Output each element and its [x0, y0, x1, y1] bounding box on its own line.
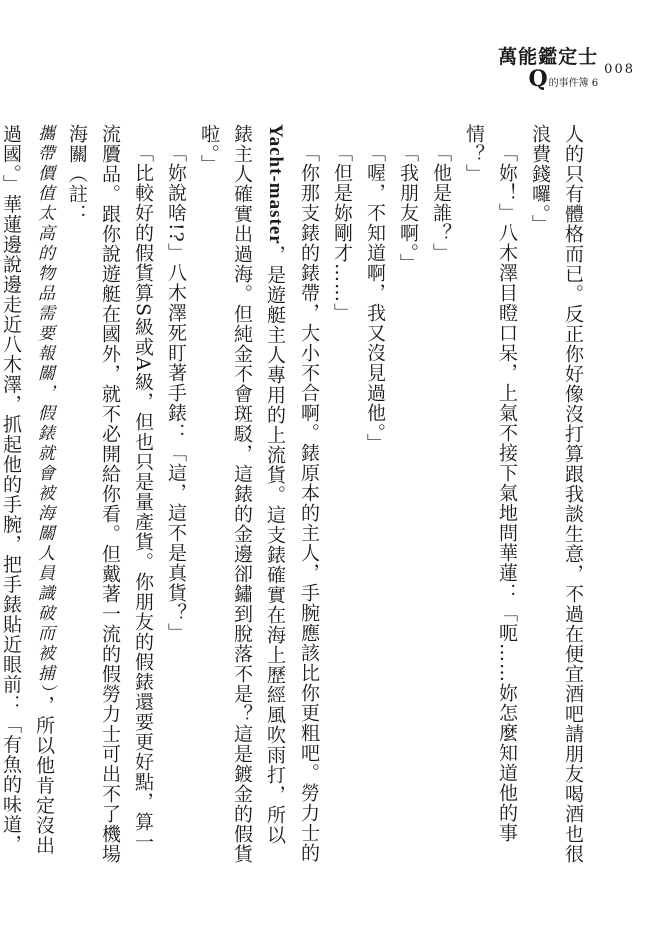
paragraph-text: 「你那支錶的錶帶，大小不合啊。錶原本的主人，手腕應該比你更粗吧。勞力士的: [298, 143, 320, 863]
book-subtitle: 的事件簿 6: [548, 78, 599, 89]
book-title: 萬能鑑定士: [498, 46, 599, 68]
page-header: [498, 46, 635, 90]
page-number: 008: [604, 62, 635, 77]
paragraph: 「妳！」八木澤目瞪口呆，上氣不接下氣地問華蓮：「呃……妳怎麼知道他的事情？」: [463, 124, 518, 843]
paragraph: 「但是妳剛才……」: [331, 143, 353, 323]
paragraph-text: ，所以他肯定沒出過國。」華蓮邊說邊走近八木澤，抓起他的手腕，把手錶貼近眼前：「有魚的味道，: [0, 124, 55, 856]
paragraph-text: ，是遊艇主人專用的上流貨。這支錶確實在海上歷經風吹雨打，所以錶主人確實出過海。但純金不會斑駁，這錶的金邊卻鏽到脫落不是？這是鍍金的假貨啦。」: [198, 124, 286, 864]
paragraph: 「我朋友啊。」: [397, 143, 419, 274]
paragraph: [60, 124, 159, 864]
header-titles: [498, 46, 598, 90]
paragraph-text: 「比較好的假貨算S級或A級，但也只是量產貨。你朋友的假錶還要更好點，算一流贗品。跟你說遊艇在國外，就不必開給你看。但戴著一流的假勞力士可出不了機場海關（註：: [66, 124, 154, 864]
latin-term: Yacht-master: [265, 124, 286, 245]
paragraph: 「妳說啥!?」八木澤死盯著手錶：「這，這不是真貨？」: [165, 143, 187, 643]
footnote-text: 攜帶價值太高的物品需要報關，假錶就會被海關人員識破而被捕）: [34, 124, 54, 696]
paragraph: 「他是誰？」: [430, 143, 452, 263]
body-text: [0, 124, 589, 864]
paragraph: [192, 124, 325, 864]
footnote-paragraph: [0, 124, 60, 864]
series-mark: Q: [528, 66, 548, 92]
paragraph: 人的只有體格而已。反正你好像沒打算跟我談生意，不過在便宜酒吧請朋友喝酒也很浪費錢囉。」: [529, 124, 584, 864]
paragraph: 「喔，不知道啊，我又沒見過他。」: [364, 143, 386, 454]
subtitle-row: [498, 68, 598, 90]
